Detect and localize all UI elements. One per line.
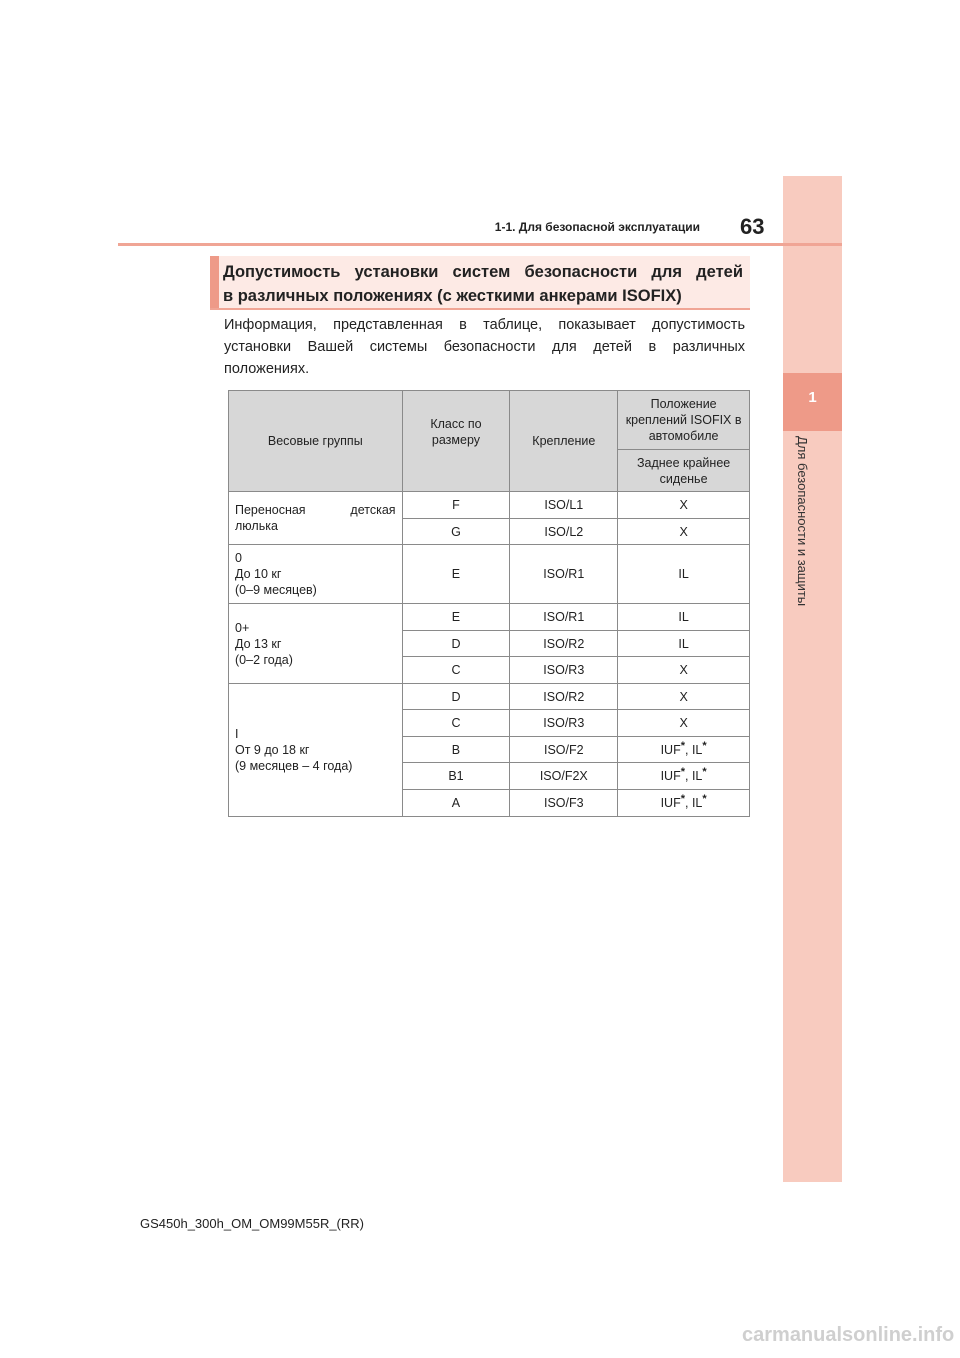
size-class-cell: B1: [402, 763, 510, 790]
fixture-cell: ISO/L1: [510, 492, 618, 519]
weight-group-line: От 9 до 18 кг: [235, 743, 310, 757]
weight-group-cell: [229, 604, 403, 684]
header-divider: [118, 243, 842, 246]
document-code: GS450h_300h_OM_OM99M55R_(RR): [140, 1216, 364, 1231]
header-size-class: [402, 391, 510, 492]
size-class-cell: F: [402, 492, 510, 519]
size-class-cell: D: [402, 684, 510, 710]
section-heading-accent: [210, 256, 219, 308]
weight-group-line: До 13 кг: [235, 636, 282, 651]
running-header: 1-1. Для безопасной эксплуатации: [494, 220, 700, 234]
header-fixture: Крепление: [510, 391, 618, 492]
suitability-value: IUF: [660, 796, 681, 810]
weight-group-cell: [229, 545, 403, 604]
suitability-value: IL: [691, 769, 703, 783]
footnote-star: *: [702, 792, 707, 805]
size-class-cell: C: [402, 710, 510, 737]
page-number: 63: [740, 214, 765, 239]
header-weight-group: Весовые группы: [229, 391, 403, 492]
fixture-cell: ISO/R1: [510, 545, 618, 604]
footnote-star: *: [702, 765, 707, 778]
weight-group-line: (0–2 года): [235, 652, 293, 667]
weight-group-line: I: [235, 727, 239, 741]
footnote-star: *: [702, 739, 707, 752]
size-class-cell: B: [402, 737, 510, 763]
suitability-value: IUF: [660, 742, 681, 757]
size-class-cell: E: [402, 545, 510, 604]
section-heading-box: [210, 256, 750, 310]
size-class-cell: D: [402, 631, 510, 657]
section-heading-line-1: Допустимость установки систем безопасности для детей: [223, 263, 743, 281]
section-heading-line-2: в различных положениях (с жесткими анкерами ISOFIX): [223, 287, 682, 305]
chapter-number: 1: [808, 389, 817, 406]
suitability-cell: X: [618, 492, 750, 519]
suitability-value: IL: [691, 742, 703, 757]
footnote-star: *: [680, 765, 685, 778]
fixture-cell: ISO/F2: [510, 737, 618, 763]
size-class-cell: A: [402, 790, 510, 817]
suitability-cell: X: [618, 684, 750, 710]
suitability-cell: X: [618, 519, 750, 545]
weight-group-line: Переносная детская: [235, 503, 396, 517]
chapter-title-vertical: [795, 436, 832, 736]
header-size-class-text: Класс по размеру: [430, 417, 482, 447]
suitability-value: IL: [691, 796, 703, 810]
suitability-cell: IL: [618, 604, 750, 631]
fixture-cell: ISO/L2: [510, 519, 618, 545]
fixture-cell: ISO/F3: [510, 790, 618, 817]
suitability-cell: X: [618, 657, 750, 684]
chapter-number-tab[interactable]: [783, 373, 842, 431]
footnote-star: *: [680, 739, 685, 752]
weight-group-line: люлька: [235, 519, 278, 533]
size-class-cell: E: [402, 604, 510, 631]
weight-group-line: 0: [235, 551, 242, 565]
suitability-value: IUF: [660, 769, 681, 783]
table-row: [229, 545, 750, 604]
fixture-cell: ISO/R1: [510, 604, 618, 631]
suitability-cell: IUF*, IL*: [618, 790, 750, 817]
fixture-cell: ISO/R2: [510, 631, 618, 657]
weight-group-line: До 10 кг: [235, 567, 282, 581]
weight-group-line: 0+: [235, 620, 250, 635]
weight-group-cell: [229, 492, 403, 545]
suitability-cell: IL: [618, 545, 750, 604]
footnote-star: *: [680, 792, 685, 805]
suitability-cell: IUF*, IL*: [618, 737, 750, 763]
chapter-title: Для безопасности и защиты: [795, 436, 810, 607]
intro-paragraph: Информация, представленная в таблице, показывает допустимость установки Вашей системы безопасности для детей в различных положениях.: [224, 317, 745, 377]
suitability-cell: X: [618, 710, 750, 737]
isofix-suitability-table: [228, 390, 750, 817]
size-class-cell: C: [402, 657, 510, 684]
weight-group-line: (9 месяцев – 4 года): [235, 759, 353, 773]
weight-group-line: (0–9 месяцев): [235, 583, 317, 597]
header-rear-outer-seat: Заднее крайнее сиденье: [618, 450, 750, 492]
size-class-cell: G: [402, 519, 510, 545]
table-row: [229, 684, 750, 710]
fixture-cell: ISO/R2: [510, 684, 618, 710]
header-position: Положение креплений ISOFIX в автомобиле: [618, 391, 750, 450]
fixture-cell: ISO/R3: [510, 657, 618, 684]
suitability-cell: IL: [618, 631, 750, 657]
weight-group-cell: [229, 684, 403, 817]
table-row: [229, 492, 750, 519]
site-watermark: carmanualsonline.info: [742, 1324, 955, 1346]
section-heading: [223, 260, 743, 308]
table-row: [229, 604, 750, 631]
suitability-cell: IUF*, IL*: [618, 763, 750, 790]
fixture-cell: ISO/F2X: [510, 763, 618, 790]
fixture-cell: ISO/R3: [510, 710, 618, 737]
